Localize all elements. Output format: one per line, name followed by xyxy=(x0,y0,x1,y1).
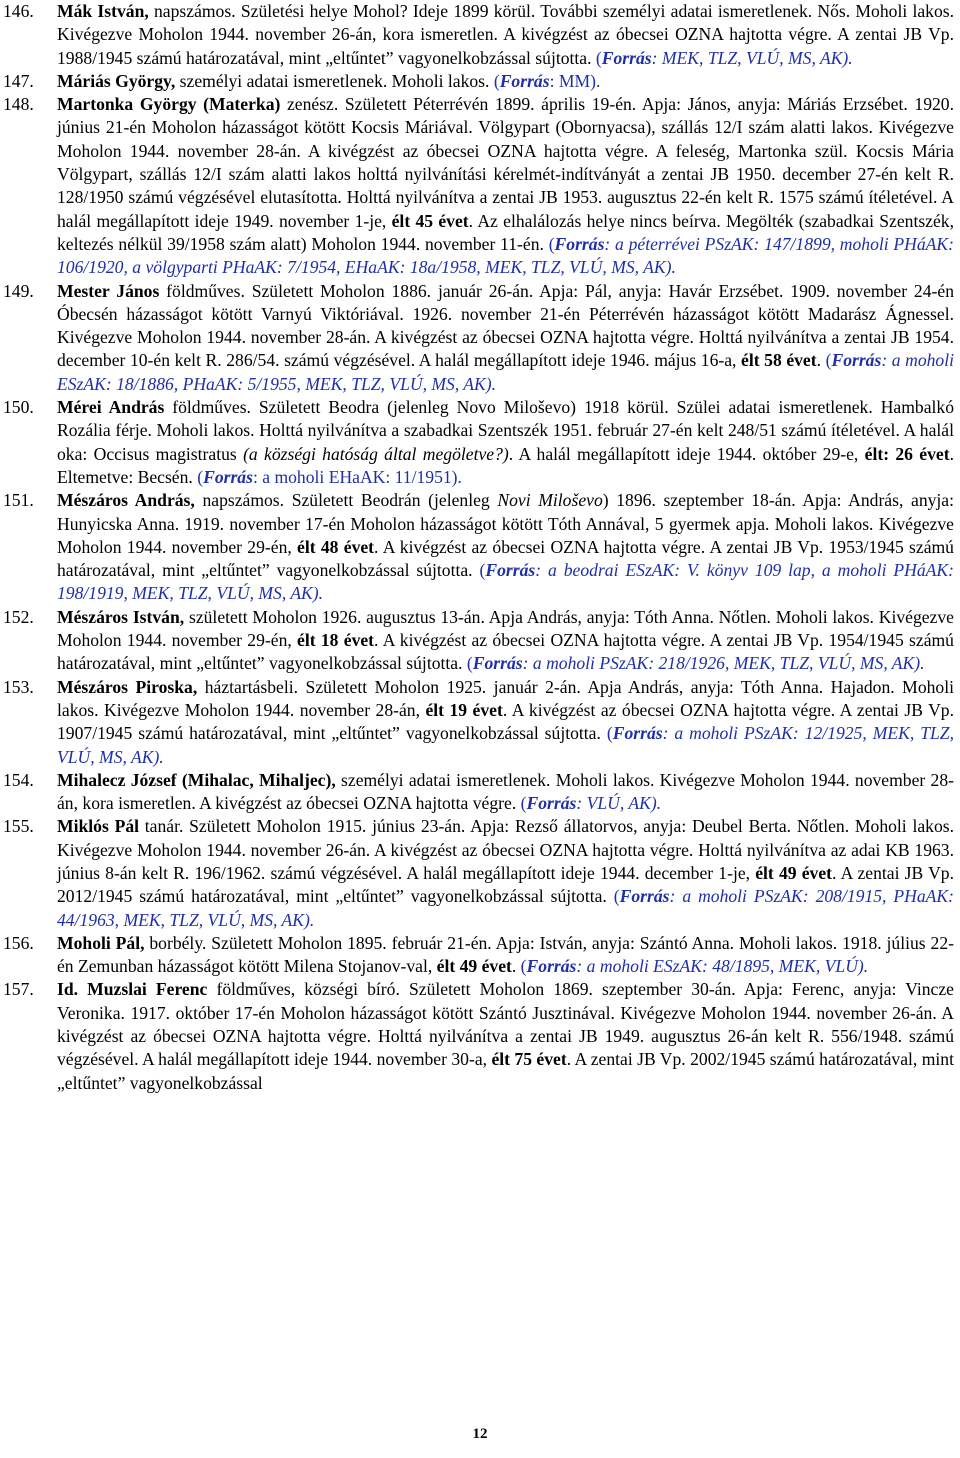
entry-number: 148. xyxy=(3,94,34,115)
emphasis-text: Id. Muzslai Ferenc xyxy=(57,979,208,1000)
entry-text: személyi adatai ismeretlenek. Moholi lakos. xyxy=(175,70,494,91)
entry-text: született Moholon 1926. augusztus 13-án. Apja András, anyja: Tóth Anna. Nőtlen. Moholi lakos. Kivégezve Moholon 1944. november 29-én, xyxy=(57,606,959,651)
entry-number: 146. xyxy=(3,1,34,21)
emphasis-text: élt 48 évet xyxy=(297,536,375,557)
emphasis-text: élt 45 évet xyxy=(391,210,469,231)
list-item xyxy=(0,932,960,979)
source-citation: ( xyxy=(548,233,555,254)
source-citation: ( xyxy=(520,793,527,814)
source-citation: Forrás xyxy=(554,233,605,254)
list-item xyxy=(0,0,960,70)
entry-number: 152. xyxy=(3,606,34,627)
source-citation: : a péterrévei PSzAK: 147/1899, moholi PHáAK: 106/1920, a völgyparti PHaAK: 7/1954, EHaAK: 18a/1958, MEK, TLZ, VLÚ, MS, AK). xyxy=(57,233,959,278)
entry-text: . A kivégzést az óbecsei OZNA hajtotta végre. A zentai JB Vp. 1907/1945 számú határozatával, mint „eltűntet” vagyonelkobzással sújtotta. xyxy=(57,699,959,744)
emphasis-text: élt 49 évet xyxy=(755,862,832,883)
source-citation: : VLÚ, AK). xyxy=(576,793,662,814)
entry-text: borbély. Született Moholon 1895. február 21-én. Apja: István, anyja: Szántó Anna. Moholi lakos. 1918. július 22-én Zemunban házasságot kötött Milena Stojanov-val, xyxy=(57,932,954,977)
entry-text: . A kivégzést az óbecsei OZNA hajtotta végre. A zentai JB Vp. 1954/1945 számú határozatával, mint „eltűntet” vagyonelkobzással sújtotta. xyxy=(57,630,959,674)
source-citation: Forrás xyxy=(526,793,577,814)
source-citation: : a moholi PSzAK: 12/1925, MEK, TLZ, VLÚ, MS, AK). xyxy=(57,723,959,767)
entry-number: 150. xyxy=(3,397,34,418)
emphasis-text: élt: 26 évet xyxy=(864,443,950,464)
italic-text: (a községi hatóság által megöletve?) xyxy=(243,443,509,464)
list-item xyxy=(0,676,960,769)
source-citation: : a moholi EHaAK: 11/1951). xyxy=(252,466,462,487)
entry-text: . xyxy=(816,350,826,371)
entry-number: 149. xyxy=(3,280,34,301)
source-citation: Forrás xyxy=(472,653,523,674)
emphasis-text: élt 49 évet xyxy=(436,956,512,977)
source-citation: Forrás xyxy=(485,560,536,581)
emphasis-text: Moholi Pál, xyxy=(57,932,145,953)
entry-number: 153. xyxy=(3,676,34,697)
source-citation: Forrás xyxy=(499,70,550,91)
entry-number: 157. xyxy=(3,979,34,1000)
entry-text: tanár. Született Moholon 1915. június 23-án. Apja: Rezső állatorvos, anyja: Deubel Berta. Nőtlen. Moholi lakos. Kivégezve Moholon 1944. november 26-án. A kivégzést az óbecsei OZNA hajtotta végre. Holttá nyilvánítva az adai KB 1963. június 8-án kelt R. 196/1962. számú végzésével. A halál megállapított ideje 1944. december 1-je, xyxy=(57,816,959,883)
source-citation: Forrás xyxy=(601,47,652,68)
entry-text: napszámos. Születési helye Mohol? Ideje 1899 körül. További személyi adatai ismeretlenek. Nős. Moholi lakos. Kivégezve Moholon 1944. november 26-án, kora ismeretlen. A kivégzést az óbecsei OZNA hajtotta végre. A zentai JB Vp. 1988/1945 számú határozatával, mint „eltűntet” vagyonelkobzással sújtotta. xyxy=(57,1,959,68)
emphasis-text: Mérei András xyxy=(57,397,165,418)
source-citation: ( xyxy=(595,47,602,68)
source-citation: : a beodrai ESzAK: V. könyv 109 lap, a moholi PHáAK: 198/1919, MEK, TLZ, VLÚ, MS, AK). xyxy=(57,560,959,604)
source-citation: Forrás xyxy=(526,956,577,977)
entry-text: napszámos. Született Beodrán (jelenleg xyxy=(194,490,498,511)
emphasis-text: Miklós Pál xyxy=(57,816,140,837)
source-citation: Forrás xyxy=(203,466,253,487)
list-item xyxy=(0,70,960,93)
list-item xyxy=(0,978,960,1094)
emphasis-text: Mészáros András, xyxy=(57,490,195,511)
entry-text: földműves. Született Beodra (jelenleg Novo Miloševo) 1918 körül. Szülei adatai ismeretlenek. Hambalkó Rozália férje. Moholi lakos. Holttá nyilvánítva a szabadkai Szentszék 1951. február 27-én kelt 248/51 számú ítéletével. A halál oka: Occisus magistratus xyxy=(57,397,959,464)
entry-text: . A kivégzést az óbecsei OZNA hajtotta végre. A zentai JB Vp. 1953/1945 számú határozatával, mint „eltűntet” vagyonelkobzással sújtotta. xyxy=(57,536,959,581)
source-citation: Forrás xyxy=(612,723,663,744)
source-citation: : a moholi ESzAK: 48/1895, MEK, VLÚ). xyxy=(576,956,869,977)
entry-text: zenész. Született Péterrévén 1899. április 19-én. Apja: János, anyja: Máriás Erzsébet. 1920. június 21-én Moholon házasságot kötött Kocsis Máriával. Völgypart (Obornyacsa), szállás 12/I szám alatti lakos. Kivégezve Moholon 1944. november 28-án. A kivégzést az óbecsei OZNA hajtotta végre. A feleség, Martonka szül. Kocsis Mária Völgypart, szállás 12/I szám alatti lakos holttá nyilvánítási kérelmét-indítványát a zentai JB 1950. december 27-én kelt R. 128/1950 számú végzésével elutasította. Holttá nyilvánítva a zentai JB 1953. augusztus 22-én kelt R. 1575 számú ítéletével. A halál megállapított ideje 1949. november 1-je, xyxy=(57,94,959,231)
entry-number: 156. xyxy=(3,932,34,953)
emphasis-text: élt 18 évet xyxy=(297,630,375,651)
entry-text: személyi adatai ismeretlenek. Moholi lakos. Kivégezve Moholon 1944. november 28-án, kora ismeretlen. A kivégzést az óbecsei OZNA hajtotta végre. xyxy=(57,769,954,814)
source-citation: ( xyxy=(606,723,613,744)
source-citation: ( xyxy=(825,350,832,371)
list-item xyxy=(0,769,960,816)
entry-number: 147. xyxy=(3,70,34,91)
source-citation: ( xyxy=(466,653,473,674)
source-citation: ( xyxy=(520,956,527,977)
entry-text: földműves, községi bíró. Született Moholon 1869. szeptember 30-án. Apja: Ferenc, anyja: Vincze Veronika. 1917. október 17-én Moholon házasságot kötött Szántó Jusztinával. Kivégezve Moholon 1944. november 26-án. A kivégzést az óbecsei OZNA hajtotta végre. Holttá nyilvánítva a zentai JB 1949. augusztus 26-án kelt R. 556/1948. számú végzésével. A halál megállapított ideje 1944. november 30-a, xyxy=(57,979,959,1070)
entry-text: . A zentai JB Vp. 2012/1945 számú határozatával, mint „eltűntet” vagyonelkobzással sújtotta. xyxy=(57,862,959,907)
source-citation: : a moholi ESzAK: 18/1886, PHaAK: 5/1955, MEK, TLZ, VLÚ, MS, AK). xyxy=(57,350,959,394)
list-item xyxy=(0,396,960,489)
source-citation: ( xyxy=(197,466,204,487)
entry-text: ) 1896. szeptember 18-án. Apja: András, anyja: Hunyicska Anna. 1919. november 17-én Moholon házasságot kötött Tóth Annával, 5 gyermek apja. Moholi lakos. Kivégezve Moholon 1944. november 29-én, xyxy=(57,490,959,557)
emphasis-text: élt 19 évet xyxy=(425,699,503,720)
source-citation: : a moholi PSzAK: 208/1915, PHaAK: 44/1963, MEK, TLZ, VLÚ, MS, AK). xyxy=(57,886,959,930)
entry-text: . A zentai JB Vp. 2002/1945 számú határozatával, mint „eltűntet” vagyonelkobzással xyxy=(57,1049,959,1093)
entry-text: . A halál megállapított ideje 1944. október 29-e, xyxy=(508,443,865,464)
emphasis-text: Martonka György (Materka) xyxy=(57,94,281,115)
source-citation: ( xyxy=(613,886,620,907)
emphasis-text: élt 58 évet xyxy=(741,350,817,371)
source-citation: Forrás xyxy=(619,886,670,907)
entry-text: földműves. Született Moholon 1886. január 26-án. Apja: Pál, anyja: Havár Erzsébet. 1909. november 24-én Óbecsén házasságot kötött Varnyú Viktóriával. 1926. november 21-én Péterrévén házasságot kötött Madarász Ágnessel. Kivégezve Moholon 1944. november 28-án. A kivégzést az óbecsei OZNA hajtotta végre. Holttá nyilvánítva a zentai JB 1954. december 10-én kelt R. 286/54. számú végzésével. A halál megállapított ideje 1946. május 16-a, xyxy=(57,280,959,371)
emphasis-text: Mák István, xyxy=(57,1,149,21)
entry-text: . xyxy=(511,956,521,977)
list-item xyxy=(0,606,960,676)
list-item xyxy=(0,815,960,931)
emphasis-text: Mészáros Piroska, xyxy=(57,676,198,697)
emphasis-text: Máriás György, xyxy=(57,70,176,91)
entry-text: háztartásbeli. Született Moholon 1925. január 2-án. Apja András, anyja: Tóth Anna. Hajadon. Moholi lakos. Kivégezve Moholon 1944. november 28-án, xyxy=(57,676,959,720)
entry-text: . Eltemetve: Becsén. xyxy=(57,443,959,487)
emphasis-text: Mester János xyxy=(57,280,160,301)
source-citation: : a moholi PSzAK: 218/1926, MEK, TLZ, VLÚ, MS, AK). xyxy=(522,653,925,674)
entry-number: 155. xyxy=(3,816,34,837)
emphasis-text: Mészáros István, xyxy=(57,606,185,627)
emphasis-text: élt 75 évet xyxy=(491,1049,567,1070)
source-citation: : MM). xyxy=(549,70,601,91)
page-number: 12 xyxy=(472,1426,488,1442)
list-item xyxy=(0,489,960,605)
entry-number: 151. xyxy=(3,490,34,511)
source-citation: ( xyxy=(479,560,486,581)
source-citation: : MEK, TLZ, VLÚ, MS, AK). xyxy=(651,47,853,68)
source-citation: Forrás xyxy=(831,350,882,371)
list-item xyxy=(0,280,960,396)
italic-text: Novi Miloševo xyxy=(497,490,603,511)
emphasis-text: Mihalecz József (Mihalac, Mihaljec), xyxy=(57,769,336,790)
source-citation: ( xyxy=(493,70,500,91)
entry-number: 154. xyxy=(3,769,34,790)
entry-text: . Az elhalálozás helye nincs beírva. Megölték (szabadkai Szentszék, keltezés nélkül 39/1958 szám alatt) Moholon 1944. november 11-én. xyxy=(57,210,959,254)
list-item xyxy=(0,93,960,279)
